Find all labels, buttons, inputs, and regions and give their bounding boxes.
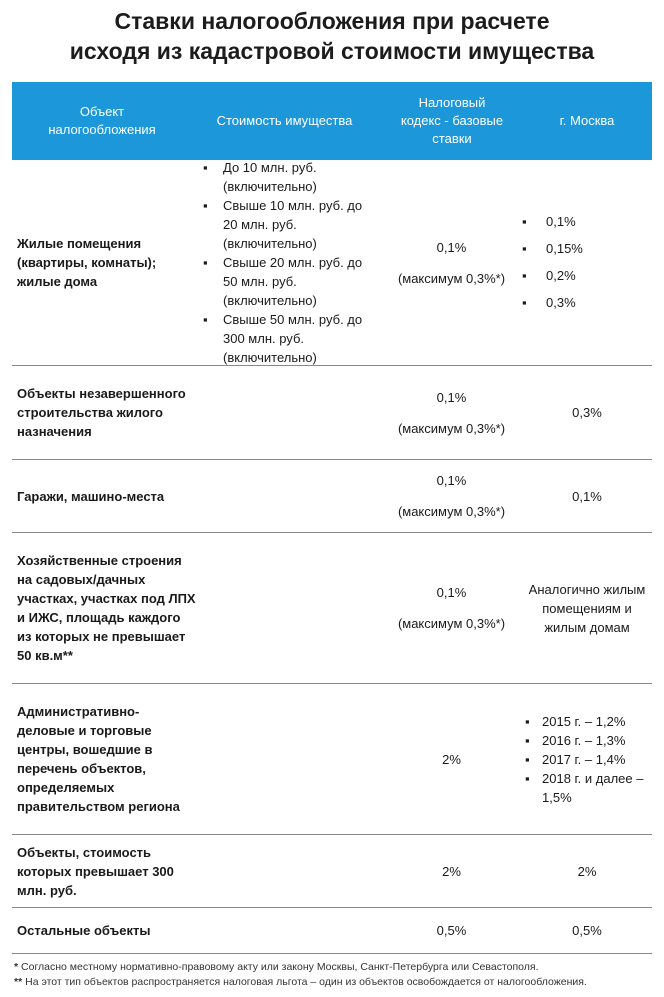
base-rate-cell (384, 366, 519, 459)
table-row (12, 460, 652, 533)
footnote-1-text: Согласно местному нормативно-правовому акту или закону Москвы, Санкт-Петербурга или Севастополя. (21, 961, 539, 973)
footnote-1 (14, 960, 539, 974)
object-cell: Хозяйственные строения на садовых/дачных участках, участках под ЛПХ и ИЖС, площадь каждого из которых не превышает 50 кв.м** (17, 553, 196, 663)
table-row (12, 366, 652, 460)
object-cell: Жилые помещения (квартиры, комнаты); жилые дома (17, 236, 157, 289)
moscow-rate-item: ▪ 2017 г. – 1,4% (520, 750, 654, 769)
object-cell: Остальные объекты (17, 923, 151, 938)
table-row (12, 684, 652, 835)
footnote-2-mark: ** (14, 976, 23, 988)
header-base-rates: Налоговый кодекс - базовые ставки (400, 95, 504, 146)
value-range-item: ▪ Свыше 20 млн. руб. до 50 млн. руб. (включительно) (196, 253, 376, 310)
moscow-rate-item: ▪ 2015 г. – 1,2% (520, 712, 654, 731)
table-row (12, 908, 652, 954)
object-cell: Объекты незавершенного строительства жилого назначения (17, 386, 186, 439)
base-rate-cell (384, 533, 519, 683)
object-cell: Гаражи, машино-места (17, 488, 165, 504)
base-rate-note: (максимум 0,3%*) (397, 504, 506, 519)
footnote-2 (14, 975, 587, 989)
title-line-1: Ставки налогообложения при расчете (114, 8, 550, 34)
value-range-item: ▪ Свыше 10 млн. руб. до 20 млн. руб. (включительно) (196, 196, 376, 253)
base-rate-cell (384, 160, 519, 365)
value-range-cell (196, 160, 376, 365)
moscow-rate-item: ▪ 0,3% (520, 293, 583, 312)
moscow-rate-item: ▪ 0,1% (520, 212, 583, 231)
moscow-rate-item: ▪ 2016 г. – 1,3% (520, 731, 654, 750)
moscow-rate-cell (520, 684, 654, 834)
object-cell: Административно-деловые и торговые центры, вошедшие в перечень объектов, определяемых правительством региона (17, 704, 180, 814)
title-line-2: исходя из кадастровой стоимости имущества (69, 38, 595, 64)
moscow-rate-cell: 0,3% (572, 405, 602, 420)
table-header (12, 82, 652, 160)
footnote-1-mark: * (14, 961, 19, 973)
base-rate: 0,1% (436, 473, 467, 488)
base-rate-cell (384, 460, 519, 532)
value-range-item: ▪ Свыше 50 млн. руб. до 300 млн. руб. (включительно) (196, 310, 376, 367)
page-title (0, 6, 664, 66)
moscow-rate-cell (520, 160, 654, 365)
base-rate-note: (максимум 0,3%*) (397, 616, 506, 631)
moscow-rate-cell: 0,1% (572, 488, 602, 504)
value-range-item: ▪ До 10 млн. руб. (включительно) (196, 158, 376, 196)
table-row (12, 533, 652, 684)
footnote-2-text: На этот тип объектов распространяется налоговая льгота – один из объектов освобождается от налогообложения. (25, 976, 587, 988)
base-rate-cell: 0,5% (436, 923, 467, 938)
moscow-rate-item: ▪ 0,15% (520, 239, 583, 258)
base-rate: 0,1% (436, 389, 467, 405)
base-rate: 0,1% (436, 239, 467, 255)
base-rate-cell (384, 684, 519, 834)
table-row (12, 160, 652, 366)
header-moscow: г. Москва (559, 113, 615, 128)
header-object: Объект налогообложения (48, 104, 156, 137)
base-rate-note: (максимум 0,3%*) (397, 420, 506, 436)
base-rate: 2% (442, 751, 461, 767)
moscow-rate-cell: Аналогично жилым помещениям и жилым домам (528, 581, 646, 635)
moscow-rate-cell: 0,5% (572, 923, 602, 938)
table-row (12, 835, 652, 908)
base-rate-note: (максимум 0,3%*) (397, 270, 506, 286)
moscow-rate-item: ▪ 0,2% (520, 266, 583, 285)
header-value: Стоимость имущества (216, 113, 353, 128)
base-rate-cell: 2% (442, 863, 461, 879)
moscow-rate-item: ▪ 2018 г. и далее – 1,5% (520, 769, 654, 807)
base-rate: 0,1% (436, 585, 467, 600)
moscow-rate-cell: 2% (577, 863, 597, 879)
object-cell: Объекты, стоимость которых превышает 300 млн. руб. (17, 844, 174, 898)
